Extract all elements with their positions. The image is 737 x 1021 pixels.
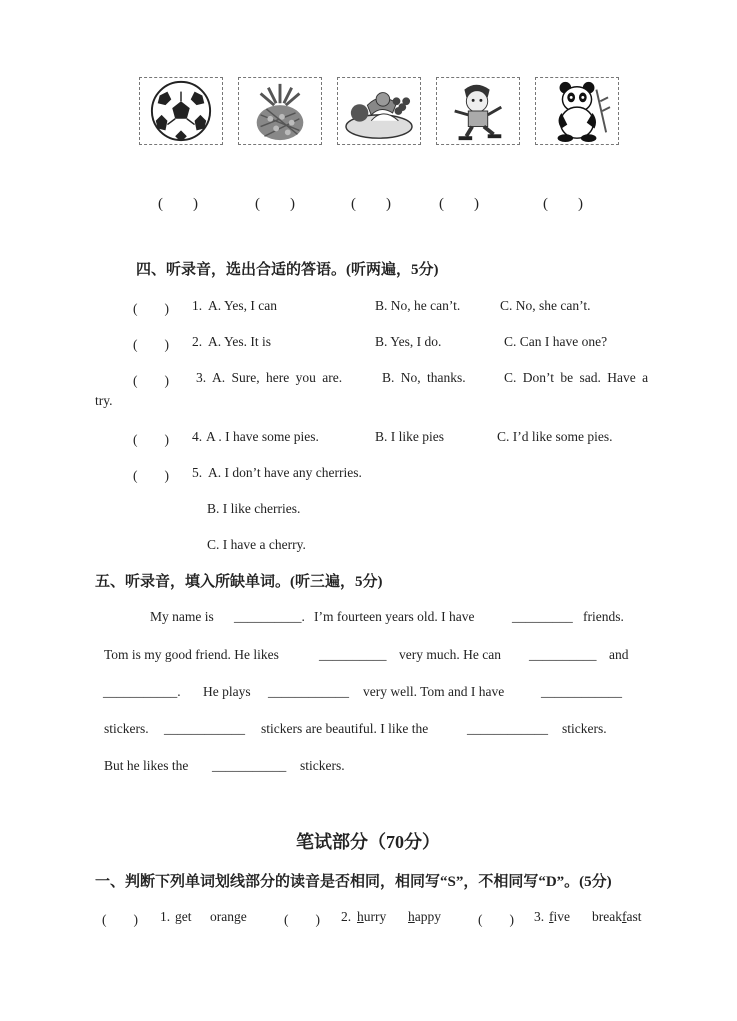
passage-text: stickers.: [300, 758, 345, 773]
roller-skater-boy-icon: [437, 78, 519, 144]
answer-blank[interactable]: ( ): [133, 337, 169, 352]
passage-text: I’m fourteen years old. I have: [314, 609, 475, 624]
word: five: [549, 909, 570, 924]
fruit-plate-icon: [338, 78, 420, 144]
picture-box-2: [238, 77, 322, 145]
picture-box-4: [436, 77, 520, 145]
option-c: C. I have a cherry.: [207, 537, 306, 552]
picture-answer-blank[interactable]: ( ): [439, 196, 479, 212]
picture-answer-blank[interactable]: ( ): [543, 196, 583, 212]
option-b: B. I like cherries.: [207, 501, 301, 516]
picture-answer-blank[interactable]: ( ): [255, 196, 295, 212]
picture-box-3: [337, 77, 421, 145]
section5-title: 五、听录音，填入所缺单词。(听三遍，5分): [95, 574, 383, 590]
passage-text: Tom is my good friend. He likes: [104, 647, 279, 662]
answer-blank[interactable]: ( ): [133, 373, 169, 388]
answer-blank[interactable]: ( ): [133, 301, 169, 316]
question-number: 3.: [196, 370, 207, 385]
fill-blank[interactable]: __________.: [234, 609, 305, 624]
word: get: [175, 909, 192, 924]
fill-blank[interactable]: ___________: [212, 758, 287, 773]
fill-blank[interactable]: __________: [529, 647, 597, 662]
option-b: B. I like pies: [375, 429, 444, 444]
picture-answer-blank[interactable]: ( ): [351, 196, 391, 212]
question-number: 2.: [341, 909, 352, 924]
option-a: A. Sure, here you are.: [212, 370, 343, 385]
answer-blank[interactable]: ( ): [133, 432, 169, 447]
question-number: 5.: [192, 465, 203, 480]
option-a: A . I have some pies.: [206, 429, 319, 444]
passage-text: stickers.: [562, 721, 607, 736]
word: happy: [408, 909, 441, 924]
fill-blank[interactable]: ____________: [268, 684, 349, 699]
question-number: 1.: [192, 298, 203, 313]
option-c-continued: try.: [95, 393, 113, 408]
fill-blank[interactable]: _________: [512, 609, 573, 624]
section4-title: 四、听录音，选出合适的答语。(听两遍，5分): [136, 262, 439, 278]
option-c: C. Can I have one?: [504, 334, 608, 349]
fill-blank[interactable]: ___________.: [103, 684, 181, 699]
picture-box-1: [139, 77, 223, 145]
passage-text: very well. Tom and I have: [363, 684, 505, 699]
question-number: 4.: [192, 429, 203, 444]
passage-text: stickers.: [104, 721, 149, 736]
answer-blank[interactable]: ( ): [133, 468, 169, 483]
word: hurry: [357, 909, 387, 924]
written-section1-title: 一、判断下列单词划线部分的读音是否相同，相同写“S”，不相同写“D”。(5分): [95, 874, 612, 890]
option-a: A. I don’t have any cherries.: [208, 465, 362, 480]
option-b: B. Yes, I do.: [375, 334, 442, 349]
written-part-title: 笔试部分（70分）: [296, 832, 440, 852]
option-b: B. No, thanks.: [382, 370, 466, 385]
passage-text: very much. He can: [399, 647, 501, 662]
passage-text: stickers are beautiful. I like the: [261, 721, 429, 736]
option-a: A. Yes, I can: [208, 298, 277, 313]
fill-blank[interactable]: ____________: [467, 721, 548, 736]
word: breakfast: [592, 909, 642, 924]
passage-text: But he likes the: [104, 758, 189, 773]
question-number: 2.: [192, 334, 203, 349]
soccer-ball-icon: [140, 78, 222, 144]
option-c: C. No, she can’t.: [500, 298, 591, 313]
word: orange: [210, 909, 247, 924]
fill-blank[interactable]: __________: [319, 647, 387, 662]
fill-blank[interactable]: ____________: [541, 684, 622, 699]
passage-text: My name is: [150, 609, 214, 624]
answer-blank[interactable]: ( ): [102, 912, 138, 927]
option-c: C. Don’t be sad. Have a: [504, 370, 649, 385]
picture-box-5: [535, 77, 619, 145]
passage-text: friends.: [583, 609, 624, 624]
passage-text: He plays: [203, 684, 251, 699]
pineapple-icon: [239, 78, 321, 144]
picture-answer-blank[interactable]: ( ): [158, 196, 198, 212]
question-number: 3.: [534, 909, 545, 924]
fill-blank[interactable]: ____________: [164, 721, 245, 736]
option-a: A. Yes. It is: [208, 334, 272, 349]
panda-icon: [536, 78, 618, 144]
option-c: C. I’d like some pies.: [497, 429, 613, 444]
answer-blank[interactable]: ( ): [284, 912, 320, 927]
answer-blank[interactable]: ( ): [478, 912, 514, 927]
question-number: 1.: [160, 909, 171, 924]
option-b: B. No, he can’t.: [375, 298, 461, 313]
passage-text: and: [609, 647, 629, 662]
